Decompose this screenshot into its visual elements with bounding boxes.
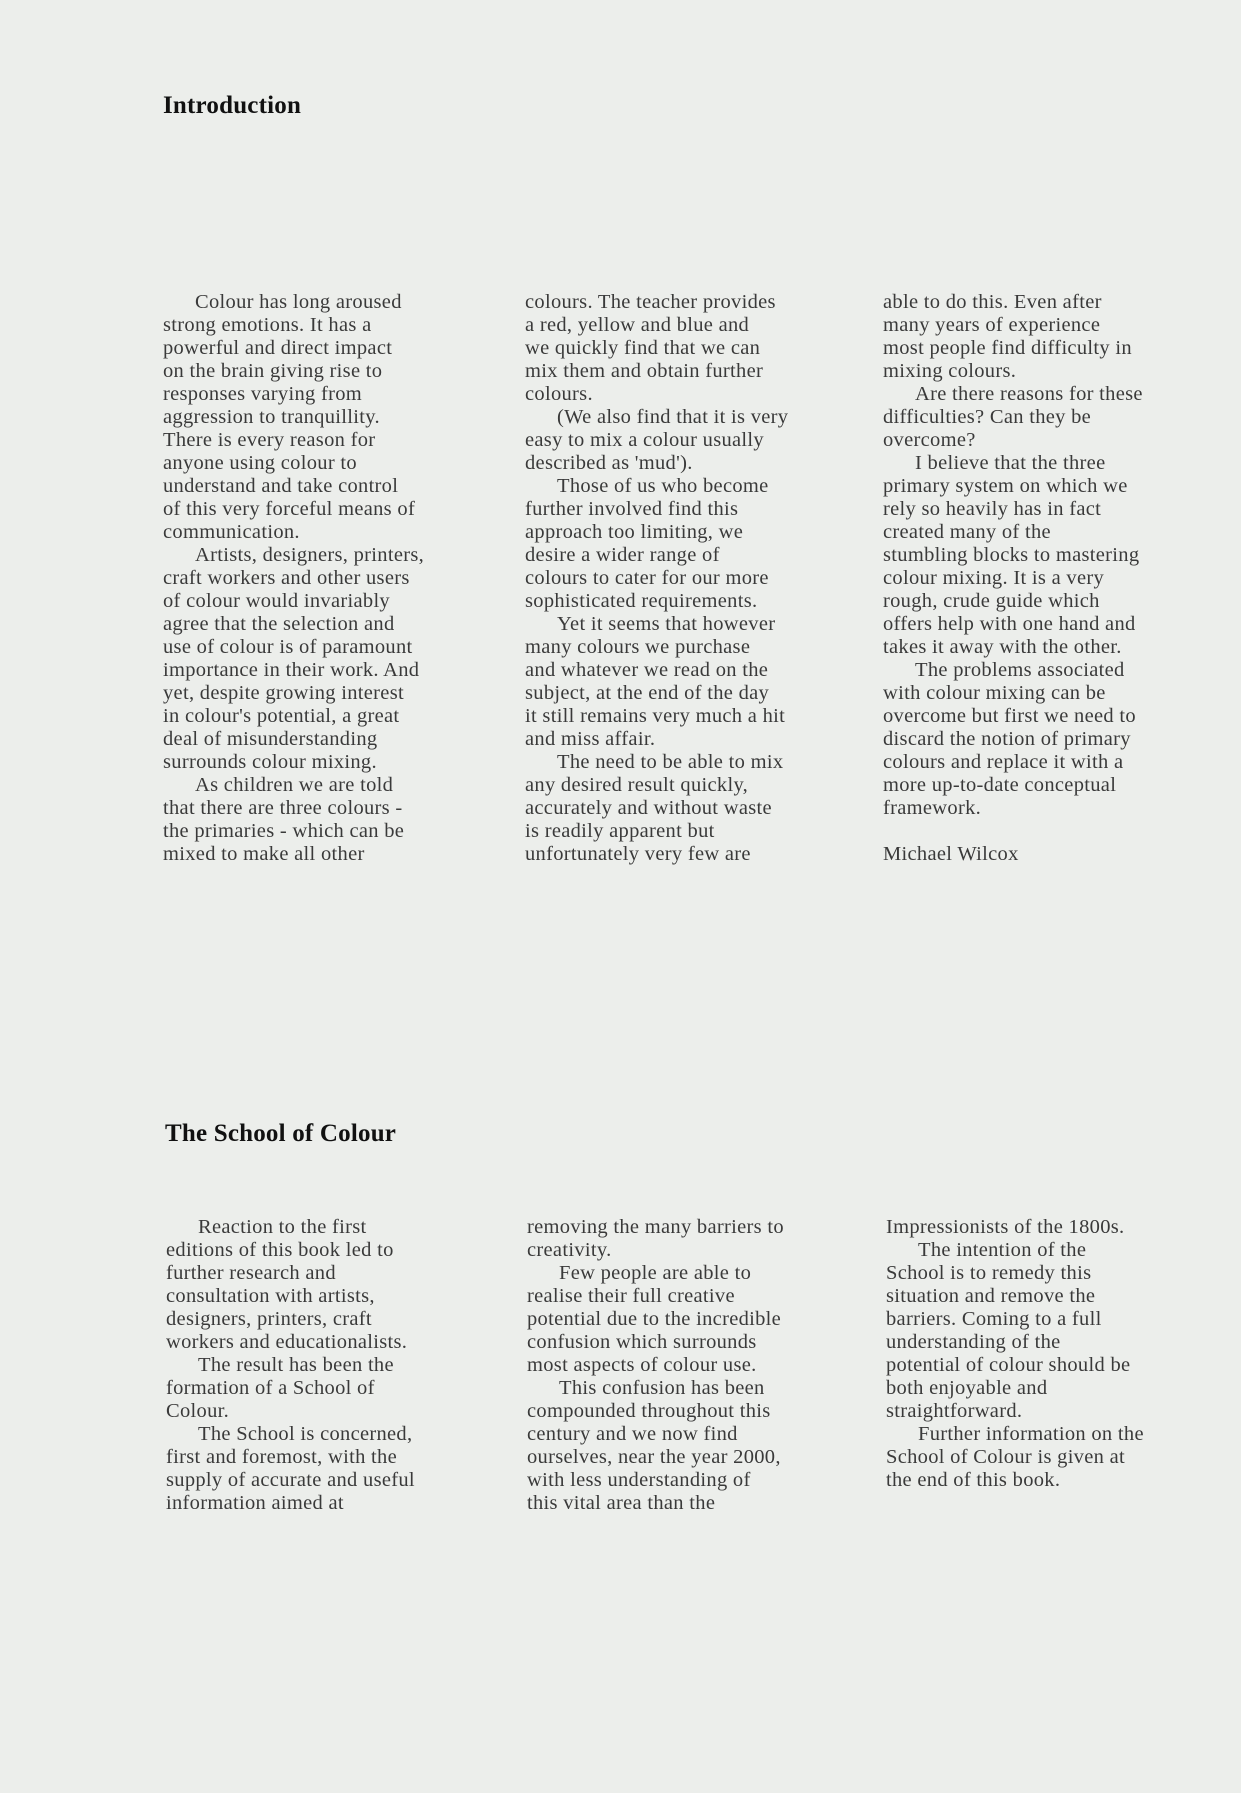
- text-line: editions of this book led to: [166, 1239, 394, 1261]
- text-line: The result has been the: [198, 1354, 394, 1376]
- text-line: on the brain giving rise to: [163, 360, 383, 382]
- text-line: that there are three colours -: [163, 797, 403, 819]
- text-line: colour mixing. It is a very: [883, 567, 1105, 589]
- text-line: compounded throughout this: [527, 1400, 771, 1422]
- introduction-column-3: [883, 291, 1143, 866]
- text-line: responses varying from: [163, 383, 363, 405]
- text-line: it still remains very much a hit: [525, 705, 786, 727]
- text-line: sophisticated requirements.: [525, 590, 758, 612]
- text-line: overcome but first we need to: [883, 705, 1136, 727]
- text-line: I believe that the three: [915, 452, 1106, 474]
- text-line: removing the many barriers to: [527, 1216, 784, 1238]
- text-line: deal of misunderstanding: [163, 728, 378, 750]
- text-line: yet, despite growing interest: [163, 682, 404, 704]
- text-line: accurately and without waste: [525, 797, 772, 819]
- text-line: workers and educationalists.: [166, 1331, 408, 1353]
- text-line: colours and replace it with a: [883, 751, 1124, 773]
- text-line: rely so heavily has in fact: [883, 498, 1102, 520]
- text-line: Artists, designers, printers,: [195, 544, 425, 566]
- text-line: most people find difficulty in: [883, 337, 1132, 359]
- text-line: understanding of the: [886, 1331, 1061, 1353]
- text-line: stumbling blocks to mastering: [883, 544, 1140, 566]
- text-line: created many of the: [883, 521, 1051, 543]
- text-line: Yet it seems that however: [557, 613, 776, 635]
- text-line: situation and remove the: [886, 1285, 1096, 1307]
- text-line: colours. The teacher provides: [525, 291, 776, 313]
- text-line: first and foremost, with the: [166, 1446, 398, 1468]
- text-line: is readily apparent but: [525, 820, 715, 842]
- school-column-1: [166, 1216, 415, 1515]
- text-line: mix them and obtain further: [525, 360, 764, 382]
- text-line: desire a wider range of: [525, 544, 720, 566]
- text-line: colours to cater for our more: [525, 567, 769, 589]
- text-line: straightforward.: [886, 1400, 1023, 1422]
- text-line: creativity.: [527, 1239, 612, 1261]
- text-line: ourselves, near the year 2000,: [527, 1446, 781, 1468]
- text-line: The problems associated: [915, 659, 1125, 681]
- text-line: potential of colour should be: [886, 1354, 1131, 1376]
- text-line: and miss affair.: [525, 728, 656, 750]
- text-line: in colour's potential, a great: [163, 705, 400, 727]
- text-line: communication.: [163, 521, 300, 543]
- text-line: with less understanding of: [527, 1469, 751, 1491]
- text-line: aggression to tranquillity.: [163, 406, 380, 428]
- text-line: framework.: [883, 797, 982, 819]
- text-line: subject, at the end of the day: [525, 682, 770, 704]
- text-line: and whatever we read on the: [525, 659, 769, 681]
- text-line: rough, crude guide which: [883, 590, 1100, 612]
- school-of-colour-heading: The School of Colour: [165, 1120, 397, 1147]
- text-line: approach too limiting, we: [525, 521, 744, 543]
- text-line: School of Colour is given at: [886, 1446, 1126, 1468]
- text-line: takes it away with the other.: [883, 636, 1122, 658]
- text-line: Those of us who become: [557, 475, 769, 497]
- text-line: School is to remedy this: [886, 1262, 1092, 1284]
- text-line: As children we are told: [195, 774, 394, 796]
- text-line: overcome?: [883, 429, 976, 451]
- text-line: further involved find this: [525, 498, 739, 520]
- text-line: potential due to the incredible: [527, 1308, 782, 1330]
- text-line: with colour mixing can be: [883, 682, 1106, 704]
- text-line: craft workers and other users: [163, 567, 410, 589]
- school-column-3: [886, 1216, 1144, 1492]
- text-line: described as 'mud').: [525, 452, 693, 474]
- text-line: strong emotions. It has a: [163, 314, 372, 336]
- text-line: any desired result quickly,: [525, 774, 749, 796]
- text-line: [883, 820, 1143, 843]
- text-line: more up-to-date conceptual: [883, 774, 1117, 796]
- text-line: the end of this book.: [886, 1469, 1061, 1491]
- text-line: of this very forceful means of: [163, 498, 416, 520]
- text-line: use of colour is of paramount: [163, 636, 413, 658]
- text-line: Michael Wilcox: [883, 843, 1019, 865]
- school-column-2: [527, 1216, 784, 1515]
- text-line: Colour.: [166, 1400, 230, 1422]
- text-line: many years of experience: [883, 314, 1101, 336]
- text-line: this vital area than the: [527, 1492, 716, 1514]
- text-line: discard the notion of primary: [883, 728, 1131, 750]
- text-line: Further information on the: [918, 1423, 1144, 1445]
- text-line: anyone using colour to: [163, 452, 357, 474]
- text-line: a red, yellow and blue and: [525, 314, 750, 336]
- text-line: offers help with one hand and: [883, 613, 1136, 635]
- text-line: able to do this. Even after: [883, 291, 1102, 313]
- text-line: supply of accurate and useful: [166, 1469, 415, 1491]
- text-line: information aimed at: [166, 1492, 344, 1514]
- text-line: easy to mix a colour usually: [525, 429, 764, 451]
- text-line: difficulties? Can they be: [883, 406, 1092, 428]
- text-line: agree that the selection and: [163, 613, 395, 635]
- text-line: Are there reasons for these: [915, 383, 1143, 405]
- text-line: unfortunately very few are: [525, 843, 751, 865]
- text-line: There is every reason for: [163, 429, 376, 451]
- text-line: The intention of the: [918, 1239, 1087, 1261]
- introduction-heading: Introduction: [163, 92, 302, 119]
- text-line: Colour has long aroused: [195, 291, 402, 313]
- text-line: surrounds colour mixing.: [163, 751, 377, 773]
- text-line: the primaries - which can be: [163, 820, 405, 842]
- text-line: primary system on which we: [883, 475, 1128, 497]
- text-line: further research and: [166, 1262, 336, 1284]
- text-line: The School is concerned,: [198, 1423, 413, 1445]
- text-line: colours.: [525, 383, 593, 405]
- text-line: consultation with artists,: [166, 1285, 375, 1307]
- text-line: mixing colours.: [883, 360, 1017, 382]
- introduction-column-2: [525, 291, 788, 866]
- text-line: we quickly find that we can: [525, 337, 761, 359]
- text-line: This confusion has been: [559, 1377, 765, 1399]
- text-line: both enjoyable and: [886, 1377, 1048, 1399]
- text-line: confusion which surrounds: [527, 1331, 757, 1353]
- text-line: importance in their work. And: [163, 659, 420, 681]
- text-line: Few people are able to: [559, 1262, 752, 1284]
- introduction-column-1: [163, 291, 424, 866]
- text-line: designers, printers, craft: [166, 1308, 372, 1330]
- text-line: of colour would invariably: [163, 590, 390, 612]
- text-line: many colours we purchase: [525, 636, 751, 658]
- text-line: most aspects of colour use.: [527, 1354, 757, 1376]
- text-line: Impressionists of the 1800s.: [886, 1216, 1125, 1238]
- text-line: Reaction to the first: [198, 1216, 367, 1238]
- text-line: The need to be able to mix: [557, 751, 784, 773]
- text-line: powerful and direct impact: [163, 337, 393, 359]
- text-line: formation of a School of: [166, 1377, 375, 1399]
- text-line: understand and take control: [163, 475, 399, 497]
- text-line: realise their full creative: [527, 1285, 735, 1307]
- text-line: century and we now find: [527, 1423, 738, 1445]
- text-line: barriers. Coming to a full: [886, 1308, 1102, 1330]
- text-line: mixed to make all other: [163, 843, 365, 865]
- text-line: (We also find that it is very: [557, 406, 789, 428]
